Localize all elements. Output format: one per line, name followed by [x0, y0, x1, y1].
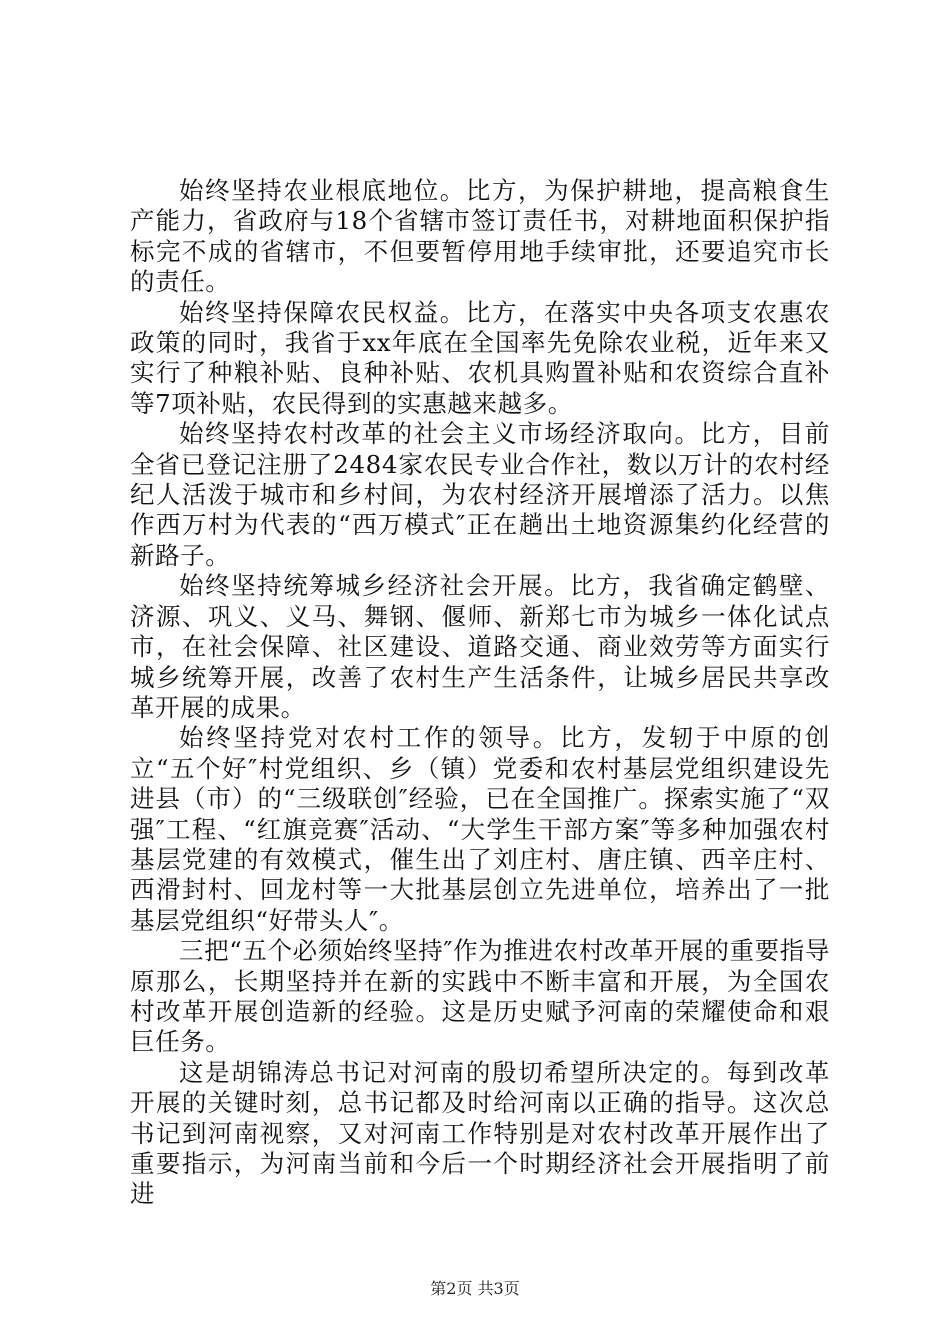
paragraph-party-leadership: 始终坚持党对农村工作的领导。比方，发轫于中原的创立“五个好″村党组织、乡（镇）党委和农村基层党组织建设先进县（市）的“三级联创″经验，已在全国推广。探索实施了“双强″工程、“红旗竞赛″活动、“大学生干部方案″等多种加强农村基层党建的有效模式，催生出了刘庄村、唐庄镇、西辛庄村、西滑封村、回龙村等一大批基层创立先进单位，培养出了一批基层党组织“好带头人″。 [130, 723, 830, 935]
document-body [130, 176, 830, 1210]
paragraph-expectations: 这是胡锦涛总书记对河南的殷切希望所决定的。每到改革开展的关键时刻，总书记都及时给河南以正确的指导。这次总书记到河南视察，又对河南工作特别是对农村改革开展作出了重要指示，为河南当前和今后一个时期经济社会开展指明了前进 [130, 1057, 830, 1209]
paragraph-farmer-rights: 始终坚持保障农民权益。比方，在落实中央各项支农惠农政策的同时，我省于xx年底在全国率先免除农业税，近年来又实行了种粮补贴、良种补贴、农机具购置补贴和农资综合直补等7项补贴，农民得到的实惠越来越多。 [130, 297, 830, 418]
page-footer: 第2页 共3页 [430, 1279, 520, 1298]
paragraph-agriculture-foundation: 始终坚持农业根底地位。比方，为保护耕地，提高粮食生产能力，省政府与18个省辖市签订责任书，对耕地面积保护指标完不成的省辖市，不但要暂停用地手续审批，还要追究市长的责任。 [130, 176, 830, 297]
paragraph-urban-rural: 始终坚持统筹城乡经济社会开展。比方，我省确定鹤壁、济源、巩义、义马、舞钢、偃师、新郑七市为城乡一体化试点市，在社会保障、社区建设、道路交通、商业效劳等方面实行城乡统筹开展，改善了农村生产生活条件，让城乡居民共享改革开展的成果。 [130, 571, 830, 722]
paragraph-market-orientation: 始终坚持农村改革的社会主义市场经济取向。比方，目前全省已登记注册了2484家农民专业合作社，数以万计的农村经纪人活泼于城市和乡村间，为农村经济开展增添了活力。以焦作西万村为代表的“西万模式″正在趟出土地资源集约化经营的新路子。 [130, 419, 830, 570]
paragraph-section-three: 三把“五个必须始终坚持″作为推进农村改革开展的重要指导原那么，长期坚持并在新的实践中不断丰富和开展，为全国农村改革开展创造新的经验。这是历史赋予河南的荣耀使命和艰巨任务。 [130, 936, 830, 1057]
